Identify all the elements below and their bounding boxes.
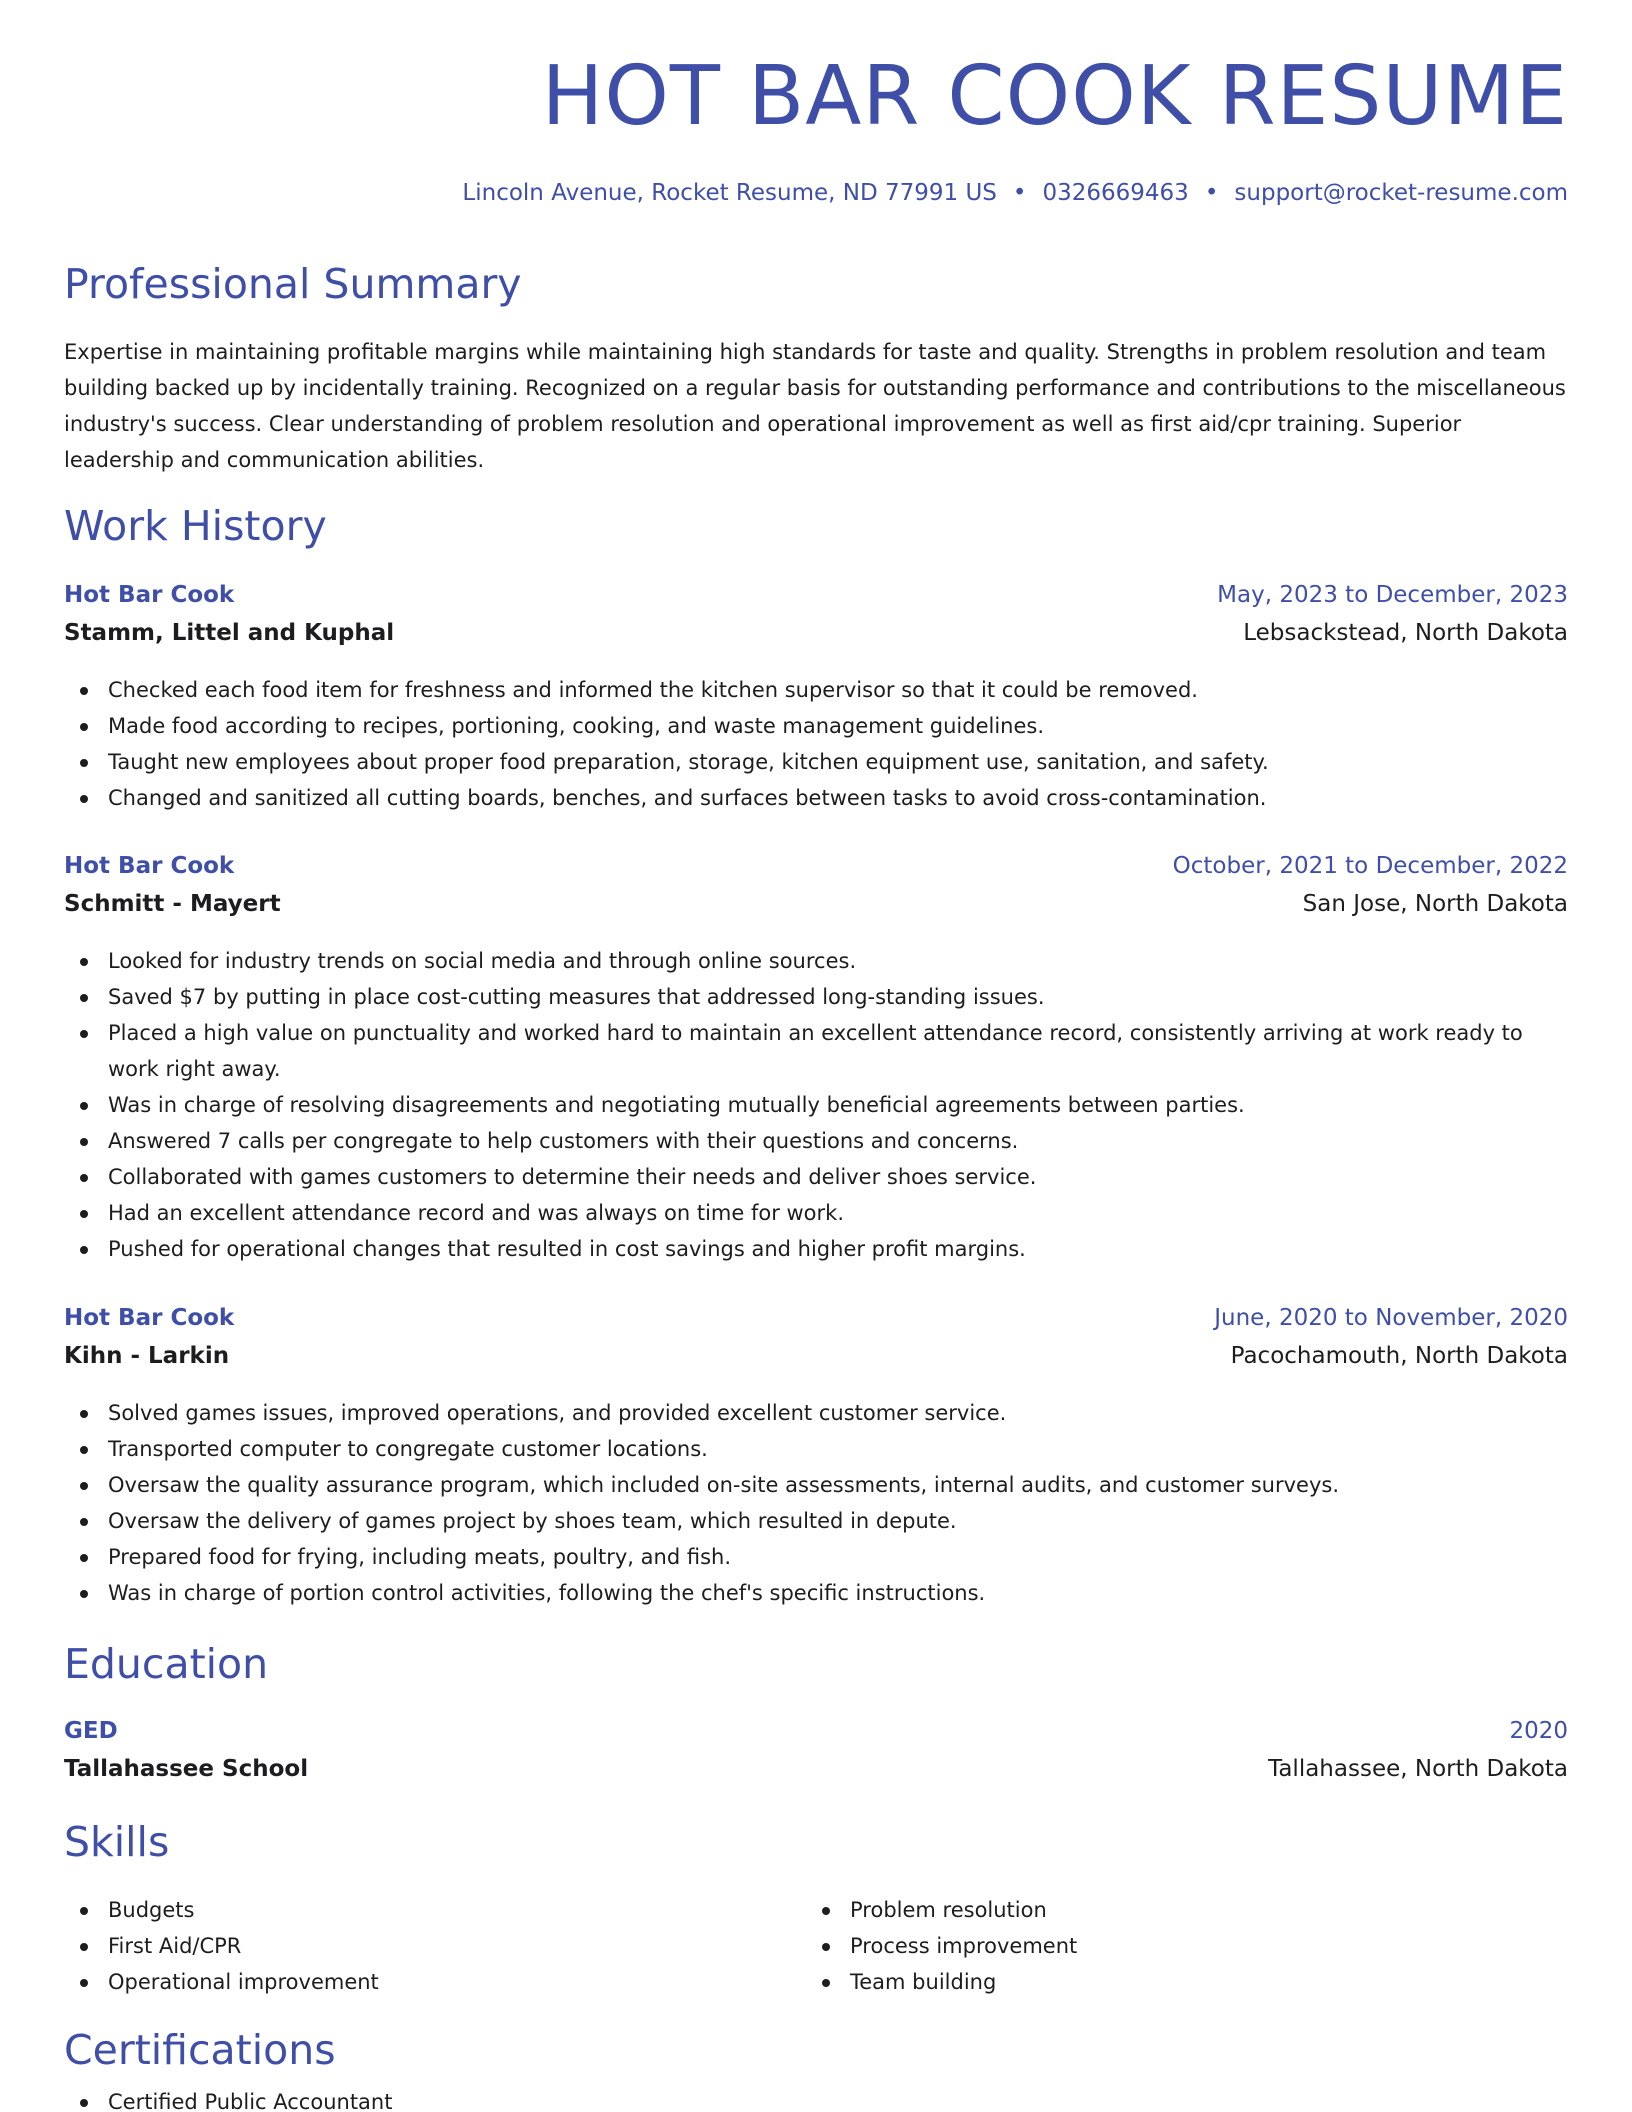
resume-name: HOT BAR COOK RESUME xyxy=(541,49,1568,144)
education-location: Tallahassee, North Dakota xyxy=(1268,1756,1568,1782)
job-entry xyxy=(64,582,1568,816)
job-title: Hot Bar Cook xyxy=(64,582,235,608)
job-bullet: Saved $7 by putting in place cost-cutting measures that addressed long-standing issues. xyxy=(64,979,1568,1015)
skills-list xyxy=(64,1892,764,2000)
job-bullet: Looked for industry trends on social media and through online sources. xyxy=(64,943,1568,979)
job-dates: May, 2023 to December, 2023 xyxy=(1217,582,1568,608)
skill-item: First Aid/CPR xyxy=(64,1928,764,1964)
job-title: Hot Bar Cook xyxy=(64,853,235,879)
job-entry xyxy=(64,853,1568,1267)
job-bullet: Transported computer to congregate customer locations. xyxy=(64,1431,1568,1467)
contact-separator: • xyxy=(1012,180,1027,206)
job-bullet: Placed a high value on punctuality and worked hard to maintain an excellent attendance record, consistently arriving at work ready to work right away. xyxy=(64,1015,1568,1087)
section-title-summary: Professional Summary xyxy=(64,260,522,308)
job-dates: October, 2021 to December, 2022 xyxy=(1172,853,1568,879)
job-bullet: Oversaw the delivery of games project by shoes team, which resulted in depute. xyxy=(64,1503,1568,1539)
job-location: Lebsackstead, North Dakota xyxy=(1243,620,1568,646)
job-bullet: Taught new employees about proper food preparation, storage, kitchen equipment use, sanitation, and safety. xyxy=(64,744,1568,780)
skill-item: Team building xyxy=(806,1964,1506,2000)
job-bullet: Was in charge of resolving disagreements and negotiating mutually beneficial agreements between parties. xyxy=(64,1087,1568,1123)
skills-column-right xyxy=(806,1878,1506,2000)
job-bullets xyxy=(64,672,1568,816)
contact-separator: • xyxy=(1204,180,1219,206)
section-title-education: Education xyxy=(64,1640,269,1688)
education-entry xyxy=(64,1718,1568,1794)
job-bullet: Was in charge of portion control activities, following the chef's specific instructions. xyxy=(64,1575,1568,1611)
job-location: Pacochamouth, North Dakota xyxy=(1230,1343,1568,1369)
job-bullet: Answered 7 calls per congregate to help customers with their questions and concerns. xyxy=(64,1123,1568,1159)
contact-line xyxy=(462,180,1568,206)
job-bullet: Changed and sanitized all cutting boards, benches, and surfaces between tasks to avoid cross-contamination. xyxy=(64,780,1568,816)
resume-page xyxy=(64,0,1568,2112)
summary-text: Expertise in maintaining profitable margins while maintaining high standards for taste and quality. Strengths in problem resolution and team building backed up by incidentally training. Recognized on a regular basis for outstanding performance and contributions to the miscellaneous industry's success. Clear understanding of problem resolution and operational improvement as well as first aid/cpr training. Superior leadership and communication abilities. xyxy=(64,340,1566,472)
job-location: San Jose, North Dakota xyxy=(1302,891,1568,917)
contact-phone: 0326669463 xyxy=(1042,180,1189,206)
certification-item: Certified Public Accountant xyxy=(64,2084,1568,2112)
skill-item: Budgets xyxy=(64,1892,764,1928)
job-bullet: Collaborated with games customers to determine their needs and deliver shoes service. xyxy=(64,1159,1568,1195)
job-employer: Schmitt - Mayert xyxy=(64,891,281,917)
job-entry xyxy=(64,1305,1568,1611)
education-year: 2020 xyxy=(1509,1718,1568,1744)
job-bullet: Oversaw the quality assurance program, which included on-site assessments, internal audits, and customer surveys. xyxy=(64,1467,1568,1503)
job-bullets xyxy=(64,1395,1568,1611)
skills-column-left xyxy=(64,1878,764,2000)
skill-item: Operational improvement xyxy=(64,1964,764,2000)
section-title-skills: Skills xyxy=(64,1818,170,1866)
skills-list xyxy=(806,1892,1506,2000)
job-bullet: Made food according to recipes, portioning, cooking, and waste management guidelines. xyxy=(64,708,1568,744)
job-bullet: Solved games issues, improved operations, and provided excellent customer service. xyxy=(64,1395,1568,1431)
job-bullet: Pushed for operational changes that resulted in cost savings and higher profit margins. xyxy=(64,1231,1568,1267)
job-employer: Kihn - Larkin xyxy=(64,1343,230,1369)
job-bullet: Had an excellent attendance record and was always on time for work. xyxy=(64,1195,1568,1231)
certifications-list xyxy=(64,2084,1568,2112)
education-school: Tallahassee School xyxy=(64,1756,309,1782)
job-bullets xyxy=(64,943,1568,1267)
job-bullet: Checked each food item for freshness and informed the kitchen supervisor so that it could be removed. xyxy=(64,672,1568,708)
job-bullet: Prepared food for frying, including meats, poultry, and fish. xyxy=(64,1539,1568,1575)
job-title: Hot Bar Cook xyxy=(64,1305,235,1331)
contact-address: Lincoln Avenue, Rocket Resume, ND 77991 US xyxy=(462,180,997,206)
section-title-certifications: Certifications xyxy=(64,2026,336,2074)
skill-item: Problem resolution xyxy=(806,1892,1506,1928)
job-employer: Stamm, Littel and Kuphal xyxy=(64,620,395,646)
job-dates: June, 2020 to November, 2020 xyxy=(1214,1305,1568,1331)
certifications-entry xyxy=(64,2084,1568,2112)
education-degree: GED xyxy=(64,1718,118,1744)
skill-item: Process improvement xyxy=(806,1928,1506,1964)
section-title-work-history: Work History xyxy=(64,502,327,550)
contact-email[interactable]: support@rocket-resume.com xyxy=(1234,180,1568,206)
